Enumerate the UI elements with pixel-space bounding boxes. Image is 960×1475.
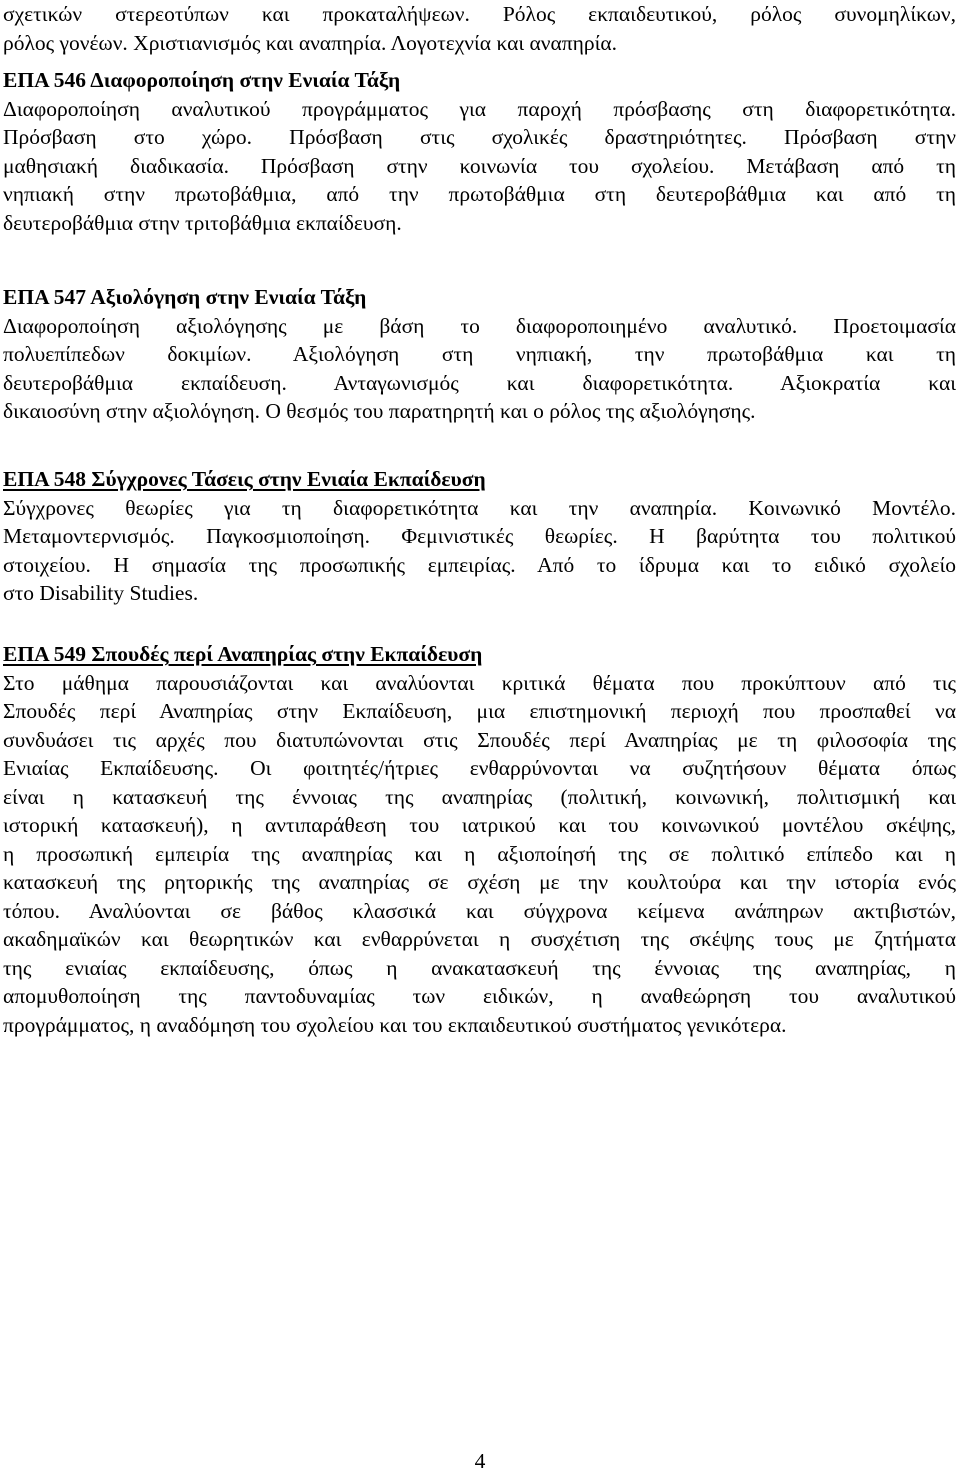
text-line: Σπουδές περί Αναπηρίας στην Εκπαίδευση, μια επιστημονική περιοχή που προσπαθεί να: [3, 699, 956, 723]
section-heading: ΕΠΑ 547 Αξιολόγηση στην Ενιαία Τάξη: [3, 285, 367, 309]
text-line: Στο μάθημα παρουσιάζονται και αναλύονται κριτικά θέματα που προκύπτουν από τις: [3, 670, 956, 695]
section-epa-547: [3, 283, 956, 426]
text-line: δικαιοσύνη στην αξιολόγηση. Ο θεσμός του παρατηρητή και ο ρόλος της αξιολόγησης.: [3, 399, 756, 423]
text-line: Σύγχρονες θεωρίες για τη διαφορετικότητα και την αναπηρία. Κοινωνικό Μοντέλο.: [3, 495, 956, 520]
text-line: ιστορική κατασκευή), η αντιπαράθεση του ιατρικού και του κοινωνικού μοντέλου σκέψης,: [3, 813, 956, 837]
text-line: Ενιαίας Εκπαίδευσης. Οι φοιτητές/ήτριες ενθαρρύνονται να συζητήσουν θέματα όπως: [3, 756, 956, 780]
text-line: πολυεπίπεδων δοκιμίων. Αξιολόγηση στη νηπιακή, την πρωτοβάθμια και τη: [3, 342, 956, 366]
text-line: ρόλος γονέων. Χριστιανισμός και αναπηρία. Λογοτεχνία και αναπηρία.: [3, 30, 618, 55]
section-heading: ΕΠΑ 546 Διαφοροποίηση στην Ενιαία Τάξη: [3, 68, 401, 92]
section-heading: ΕΠΑ 549 Σπουδές περί Αναπηρίας στην Εκπαίδευση: [3, 642, 483, 666]
text-line: τόπου. Αναλύονται σε βάθος κλασσικά και σύγχρονα κείμενα ανάπηρων ακτιβιστών,: [3, 898, 956, 923]
text-line: Πρόσβαση στο χώρο. Πρόσβαση στις σχολικές δραστηριότητες. Πρόσβαση στην: [3, 125, 956, 149]
text-line: σχετικών στερεοτύπων και προκαταλήψεων. Ρόλος εκπαιδευτικού, ρόλος συνομηλίκων,: [3, 2, 956, 26]
text-line: ακαδημαϊκών και θεωρητικών και ενθαρρύνεται η συσχέτιση της σκέψης τους με ζητήματα: [3, 927, 956, 951]
text-line: δευτεροβάθμια στην τριτοβάθμια εκπαίδευση.: [3, 210, 402, 235]
text-line: δευτεροβάθμια εκπαίδευση. Ανταγωνισμός και διαφορετικότητα. Αξιοκρατία και: [3, 370, 956, 395]
text-line: Μεταμοντερνισμός. Παγκοσμιοποίηση. Φεμινιστικές θεωρίες. Η βαρύτητα του πολιτικού: [3, 524, 956, 548]
text-line: Διαφοροποίηση αξιολόγησης με βάση το διαφοροποιημένο αναλυτικό. Προετοιμασία: [3, 313, 956, 338]
text-line: στο Disability Studies.: [3, 581, 199, 605]
intro-paragraph: [3, 0, 956, 57]
text-line: νηπιακή στην πρωτοβάθμια, από την πρωτοβάθμια στη δευτεροβάθμια και από τη: [3, 182, 956, 206]
section-epa-546: [3, 66, 956, 237]
text-line: προγράμματος, η αναδόμηση του σχολείου και του εκπαιδευτικού συστήματος γενικότερα.: [3, 1012, 787, 1037]
text-line: στοιχείου. Η σημασία της προσωπικής εμπειρίας. Από το ίδρυμα και το ειδικό σχολείο: [3, 552, 956, 577]
section-heading: ΕΠΑ 548 Σύγχρονες Τάσεις στην Ενιαία Εκπαίδευση: [3, 467, 486, 491]
section-epa-548: [3, 465, 956, 608]
text-line: συνδυάσει τις αρχές που διατυπώνονται στις Σπουδές περί Αναπηρίας με τη φιλοσοφία της: [3, 727, 956, 752]
page-number: 4: [474, 1449, 486, 1473]
text-line: είναι η κατασκευή της έννοιας της αναπηρίας (πολιτική, κοινωνική, πολιτισμική και: [3, 784, 956, 809]
text-line: κατασκευή της ρητορικής της αναπηρίας σε σχέση με την κουλτούρα και την ιστορία ενός: [3, 870, 956, 894]
text-line: Διαφοροποίηση αναλυτικού προγράμματος για παροχή πρόσβασης στη διαφορετικότητα.: [3, 96, 956, 121]
text-line: η προσωπική εμπειρία της αναπηρίας και η αξιοποίησή της σε πολιτικό επίπεδο και η: [3, 841, 956, 866]
text-line: απομυθοποίηση της παντοδυναμίας των ειδικών, η αναθεώρηση του αναλυτικού: [3, 984, 956, 1008]
text-line: της ενιαίας εκπαίδευσης, όπως η ανακατασκευή της έννοιας της αναπηρίας, η: [3, 955, 956, 980]
text-line: μαθησιακή διαδικασία. Πρόσβαση στην κοινωνία του σχολείου. Μετάβαση από τη: [3, 153, 956, 178]
section-epa-549: [3, 640, 956, 1039]
